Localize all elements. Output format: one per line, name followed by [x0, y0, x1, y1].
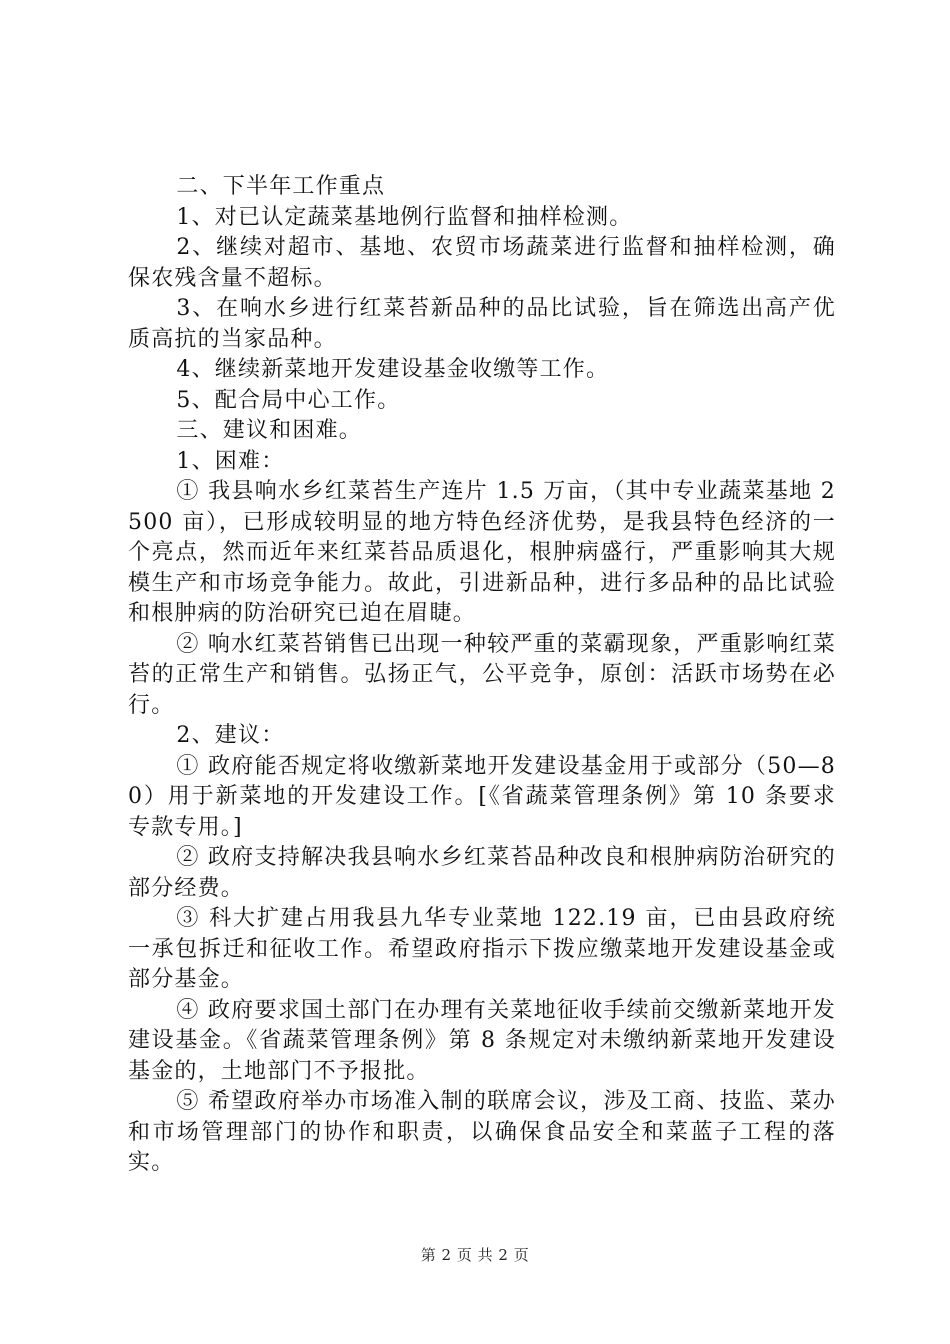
subheading-difficulties: 1、困难： [176, 448, 285, 474]
section-heading-suggestions: 三、建议和困难。 [176, 418, 362, 443]
suggestion-item-5: ⑤ 希望政府举办市场准入制的联席会议，涉及工商、技监、菜办和市场管理部门的协作和职责，以确保食品安全和菜蓝子工程的落实。 [128, 1089, 836, 1175]
section-heading-work-focus: 二、下半年工作重点 [176, 174, 386, 199]
work-item-1: 1、对已认定蔬菜基地例行监督和抽样检测。 [176, 204, 633, 230]
suggestion-item-3: ③ 科大扩建占用我县九华专业菜地 122.19 亩，已由县政府统一承包拆迁和征收工作。希望政府指示下拨应缴菜地开发建设基金或部分基金。 [128, 906, 836, 992]
document-body [128, 172, 836, 1179]
work-item-2: 2、继续对超市、基地、农贸市场蔬菜进行监督和抽样检测，确保农残含量不超标。 [128, 235, 836, 291]
work-item-4: 4、继续新菜地开发建设基金收缴等工作。 [176, 357, 610, 382]
suggestion-item-4: ④ 政府要求国土部门在办理有关菜地征收手续前交缴新菜地开发建设基金。《省蔬菜管理条例》第 8 条规定对未缴纳新菜地开发建设基金的，土地部门不予报批。 [128, 997, 836, 1084]
suggestion-item-2: ② 政府支持解决我县响水乡红菜苔品种改良和根肿病防治研究的部分经费。 [128, 845, 836, 901]
work-item-5: 5、配合局中心工作。 [176, 387, 401, 413]
difficulty-item-2: ② 响水红菜苔销售已出现一种较严重的菜霸现象，严重影响红菜苔的正常生产和销售。弘扬正气，公平竞争，原创：活跃市场势在必行。 [128, 631, 836, 718]
difficulty-item-1: ① 我县响水乡红菜苔生产连片 1.5 万亩，（其中专业蔬菜基地 2500 亩），已形成较明显的地方特色经济优势，是我县特色经济的一个亮点，然而近年来红菜苔品质退化，根肿病盛行，严重影响其大规模生产和市场竞争能力。故此，引进新品种，进行多品种的品比试验和根肿病的防治研究已迫在眉睫。 [128, 479, 836, 626]
subheading-suggestions: 2、建议： [176, 723, 285, 748]
page-number-footer: 第 2 页 共 2 页 [420, 1246, 530, 1264]
suggestion-item-1: ① 政府能否规定将收缴新菜地开发建设基金用于或部分（50—80）用于新菜地的开发建设工作。[《省蔬菜管理条例》第 10 条要求专款专用。] [128, 753, 836, 840]
work-item-3: 3、在响水乡进行红菜苔新品种的品比试验，旨在筛选出高产优质高抗的当家品种。 [128, 296, 836, 352]
